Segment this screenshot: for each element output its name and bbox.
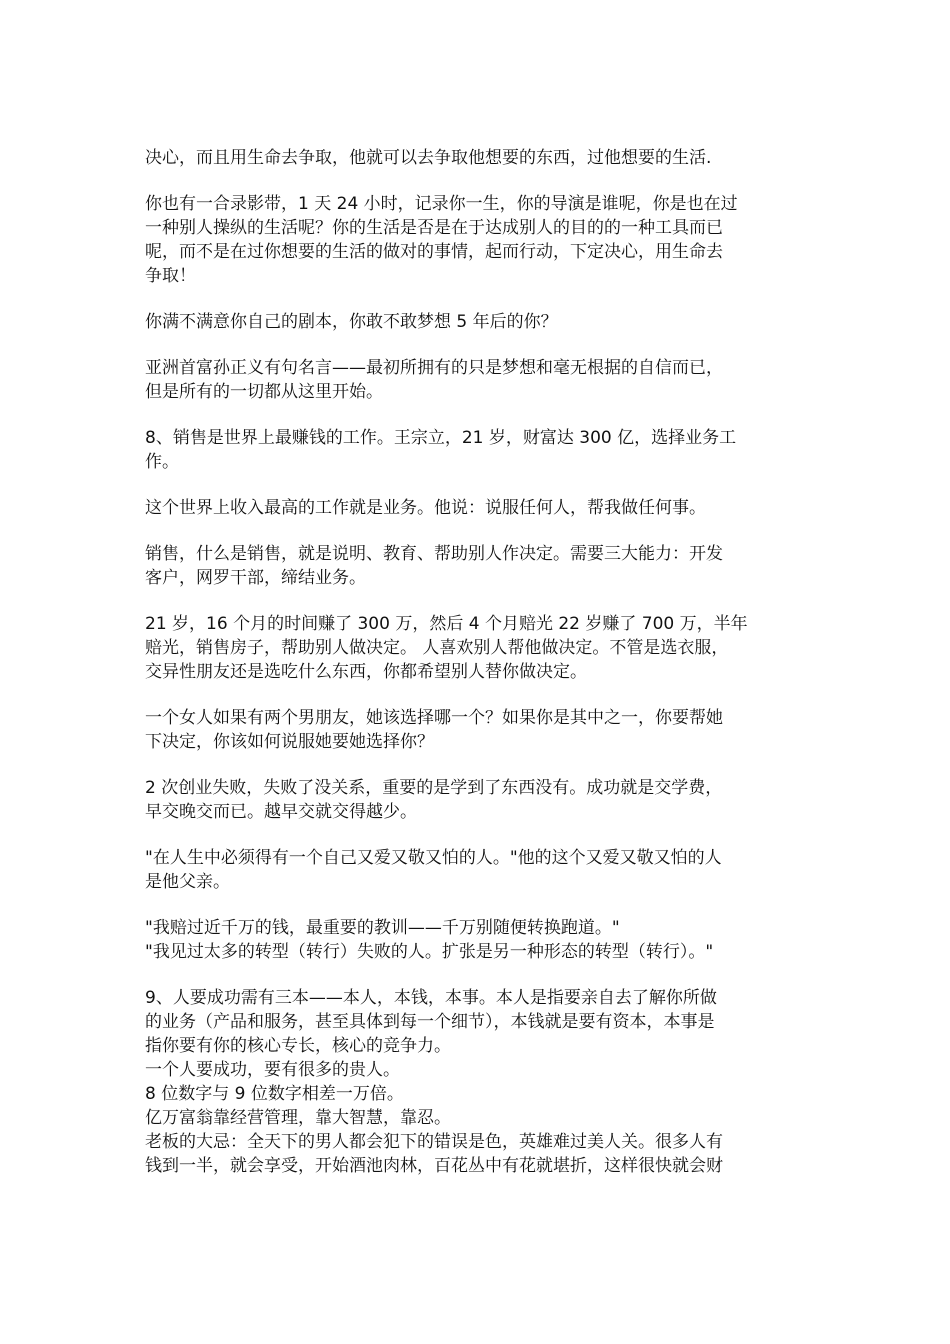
- text-line: 赔光，销售房子，帮助别人做决定。 人喜欢别人帮他做决定。不管是选衣服，: [145, 638, 729, 658]
- text-line: 8 位数字与 9 位数字相差一万倍。: [145, 1084, 404, 1104]
- paragraph: [145, 612, 810, 684]
- text-line: 争取！: [145, 266, 196, 286]
- text-line: 作。: [145, 452, 179, 472]
- paragraph: [145, 986, 810, 1178]
- paragraph: [145, 426, 810, 474]
- paragraph: [145, 310, 810, 334]
- text-line: 一个人要成功，要有很多的贵人。: [145, 1060, 400, 1080]
- text-line: 下决定，你该如何说服她要她选择你？: [145, 732, 434, 752]
- text-line: 决心，而且用生命去争取，他就可以去争取他想要的东西，过他想要的生活.: [145, 148, 712, 168]
- paragraph: [145, 916, 810, 964]
- text-line: 21 岁，16 个月的时间赚了 300 万，然后 4 个月赔光 22 岁赚了 700 万，半年: [145, 614, 748, 634]
- text-line: 老板的大忌：全天下的男人都会犯下的错误是色，英雄难过美人关。很多人有: [145, 1132, 723, 1152]
- text-line: 是他父亲。: [145, 872, 230, 892]
- document-body: [145, 146, 810, 1200]
- text-line: 亿万富翁靠经营管理，靠大智慧，靠忍。: [145, 1108, 451, 1128]
- text-line: 但是所有的一切都从这里开始。: [145, 382, 383, 402]
- text-line: 9、人要成功需有三本——本人，本钱，本事。本人是指要亲自去了解你所做: [145, 988, 717, 1008]
- paragraph: [145, 192, 810, 288]
- text-line: 早交晚交而已。越早交就交得越少。: [145, 802, 417, 822]
- text-line: 这个世界上收入最高的工作就是业务。他说：说服任何人，帮我做任何事。: [145, 498, 706, 518]
- text-line: 一种别人操纵的生活呢？你的生活是否是在于达成别人的目的的一种工具而已: [145, 218, 723, 238]
- text-line: 你满不满意你自己的剧本，你敢不敢梦想 5 年后的你？: [145, 312, 558, 332]
- text-line: 销售，什么是销售，就是说明、教育、帮助别人作决定。需要三大能力：开发: [145, 544, 723, 564]
- paragraph: [145, 356, 810, 404]
- text-line: 客户，网罗干部，缔结业务。: [145, 568, 366, 588]
- paragraph: [145, 542, 810, 590]
- paragraph: [145, 146, 810, 170]
- paragraph: [145, 776, 810, 824]
- text-line: "在人生中必须得有一个自己又爱又敬又怕的人。"他的这个又爱又敬又怕的人: [145, 848, 722, 868]
- text-line: 的业务（产品和服务，甚至具体到每一个细节），本钱就是要有资本，本事是: [145, 1012, 715, 1032]
- text-line: 你也有一合录影带，1 天 24 小时，记录你一生，你的导演是谁呢，你是也在过: [145, 194, 738, 214]
- text-line: "我赔过近千万的钱，最重要的教训——千万别随便转换跑道。": [145, 918, 620, 938]
- text-line: 8、销售是世界上最赚钱的工作。王宗立，21 岁，财富达 300 亿，选择业务工: [145, 428, 737, 448]
- text-line: 2 次创业失败，失败了没关系，重要的是学到了东西没有。成功就是交学费，: [145, 778, 723, 798]
- text-line: 交异性朋友还是选吃什么东西，你都希望别人替你做决定。: [145, 662, 587, 682]
- text-line: 亚洲首富孙正义有句名言——最初所拥有的只是梦想和毫无根据的自信而已，: [145, 358, 723, 378]
- text-line: 钱到一半，就会享受，开始酒池肉林，百花丛中有花就堪折，这样很快就会财: [145, 1156, 723, 1176]
- text-line: 一个女人如果有两个男朋友，她该选择哪一个？如果你是其中之一，你要帮她: [145, 708, 723, 728]
- paragraph: [145, 846, 810, 894]
- text-line: "我见过太多的转型（转行）失败的人。扩张是另一种形态的转型（转行）。": [145, 942, 714, 962]
- text-line: 指你要有你的核心专长，核心的竞争力。: [145, 1036, 451, 1056]
- paragraph: [145, 706, 810, 754]
- paragraph: [145, 496, 810, 520]
- text-line: 呢，而不是在过你想要的生活的做对的事情，起而行动，下定决心，用生命去: [145, 242, 723, 262]
